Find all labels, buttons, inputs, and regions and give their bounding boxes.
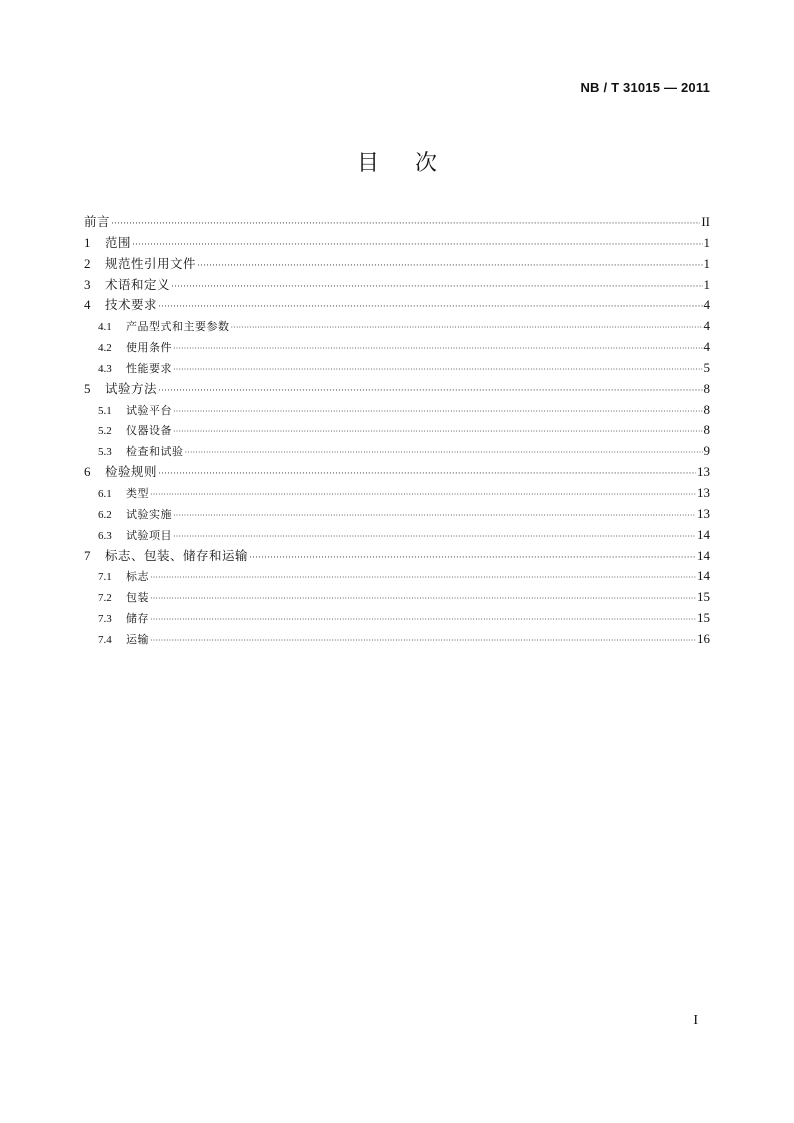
toc-entry-number: 5.1 (98, 404, 112, 417)
toc-entry-label: 前言 (84, 214, 111, 229)
toc-entry-number: 7 (84, 547, 91, 563)
toc-entry-page: 1 (703, 255, 710, 271)
toc-entry-number: 4.3 (98, 362, 112, 375)
toc-entry[interactable] (84, 483, 710, 504)
toc-entry-number: 4.1 (98, 321, 112, 334)
toc-entry-page: 14 (697, 547, 710, 563)
toc-dot-leader (197, 255, 702, 276)
toc-entry-label: 运输 (126, 632, 149, 646)
toc-entry-page: 14 (697, 526, 710, 542)
toc-entry-number: 1 (84, 234, 91, 250)
toc-entry[interactable] (84, 337, 710, 358)
toc-entry-page: 14 (697, 568, 710, 584)
toc-entry-page: 8 (703, 380, 710, 396)
toc-dot-leader (158, 296, 702, 317)
toc-entry-label: 规范性引用文件 (105, 255, 197, 271)
toc-entry[interactable] (84, 566, 710, 587)
toc-dot-leader (249, 547, 696, 568)
toc-entry-label: 使用条件 (126, 341, 172, 355)
toc-entry-page: II (701, 214, 710, 229)
toc-entry[interactable] (84, 441, 710, 462)
toc-dot-leader (150, 610, 696, 631)
toc-dot-leader (173, 527, 696, 548)
toc-dot-leader (173, 402, 703, 423)
toc-dot-leader (150, 589, 696, 610)
toc-entry-label: 范围 (105, 234, 132, 250)
toc-entry[interactable] (84, 504, 710, 525)
toc-entry-number: 5.2 (98, 425, 112, 438)
toc-entry-number: 7.2 (98, 592, 112, 605)
toc-entry[interactable] (84, 212, 710, 233)
toc-entry-number: 6.3 (98, 529, 112, 542)
toc-entry-number: 4.2 (98, 342, 112, 355)
toc-entry-label: 储存 (126, 612, 149, 626)
toc-entry-number: 6 (84, 464, 91, 480)
standard-code: NB / T 31015 — 2011 (580, 80, 710, 95)
toc-entry-label: 标志 (126, 570, 149, 584)
toc-entry[interactable] (84, 608, 710, 629)
toc-entry-number: 6.1 (98, 487, 112, 500)
toc-entry-page: 5 (703, 359, 710, 375)
toc-entry-page: 4 (703, 339, 710, 355)
toc-entry-label: 仪器设备 (126, 424, 172, 438)
toc-entry[interactable] (84, 254, 710, 275)
toc-entry[interactable] (84, 420, 710, 441)
toc-dot-leader (150, 485, 696, 506)
toc-entry-number: 7.1 (98, 571, 112, 584)
toc-entry-number: 6.2 (98, 508, 112, 521)
toc-entry[interactable] (84, 275, 710, 296)
toc-entry-number: 5.3 (98, 446, 112, 459)
toc-entry[interactable] (84, 587, 710, 608)
toc-entry-page: 13 (697, 484, 710, 500)
toc-dot-leader (171, 276, 702, 297)
toc-dot-leader (173, 339, 703, 360)
toc-entry-number: 2 (84, 255, 91, 271)
toc-entry-page: 16 (697, 630, 710, 646)
toc-entry-label: 产品型式和主要参数 (126, 320, 230, 334)
toc-entry-label: 检查和试验 (126, 445, 184, 459)
toc-dot-leader (150, 568, 696, 589)
toc-entry[interactable] (84, 316, 710, 337)
toc-dot-leader (150, 631, 696, 652)
toc-entry-page: 1 (703, 234, 710, 250)
toc-dot-leader (173, 422, 703, 443)
toc-dot-leader (173, 360, 703, 381)
toc-dot-leader (173, 506, 696, 527)
toc-entry-label: 试验实施 (126, 507, 172, 521)
toc-entry-label: 性能要求 (126, 361, 172, 375)
toc-entry-label: 试验方法 (105, 380, 158, 396)
toc-entry[interactable] (84, 525, 710, 546)
toc-entry-page: 8 (703, 401, 710, 417)
toc-entry-page: 8 (703, 422, 710, 438)
toc-entry-page: 4 (703, 318, 710, 334)
toc-entry-label: 试验项目 (126, 528, 172, 542)
toc-dot-leader (158, 380, 702, 401)
toc-entry[interactable] (84, 629, 710, 650)
toc-entry-page: 15 (697, 610, 710, 626)
toc-entry-number: 7.3 (98, 613, 112, 626)
toc-dot-leader (185, 443, 703, 464)
toc-entry-page: 4 (703, 297, 710, 313)
toc-entry-number: 4 (84, 297, 91, 313)
toc-entry-label: 试验平台 (126, 403, 172, 417)
toc-entry-label: 术语和定义 (105, 276, 171, 292)
toc-entry-label: 类型 (126, 486, 149, 500)
toc-entry[interactable] (84, 462, 710, 483)
toc-list (84, 212, 710, 650)
toc-entry-number: 5 (84, 380, 91, 396)
toc-entry-number: 3 (84, 276, 91, 292)
toc-entry-label: 包装 (126, 591, 149, 605)
toc-entry[interactable] (84, 546, 710, 567)
toc-entry-number: 7.4 (98, 633, 112, 646)
page-number: I (693, 1013, 698, 1028)
toc-dot-leader (132, 234, 702, 255)
toc-dot-leader (231, 318, 703, 339)
toc-entry-page: 9 (703, 443, 710, 459)
toc-entry[interactable] (84, 400, 710, 421)
toc-entry[interactable] (84, 358, 710, 379)
toc-entry-page: 1 (703, 276, 710, 292)
toc-entry-label: 标志、包装、储存和运输 (105, 547, 249, 563)
toc-title: 目次 (356, 151, 473, 176)
toc-entry[interactable] (84, 379, 710, 400)
toc-entry-page: 15 (697, 589, 710, 605)
toc-entry[interactable] (84, 233, 710, 254)
toc-entry-label: 检验规则 (105, 464, 158, 480)
toc-dot-leader (158, 463, 696, 484)
toc-dot-leader (111, 213, 700, 234)
toc-entry-page: 13 (697, 464, 710, 480)
toc-entry[interactable] (84, 295, 710, 316)
toc-entry-label: 技术要求 (105, 297, 158, 313)
toc-entry-page: 13 (697, 505, 710, 521)
